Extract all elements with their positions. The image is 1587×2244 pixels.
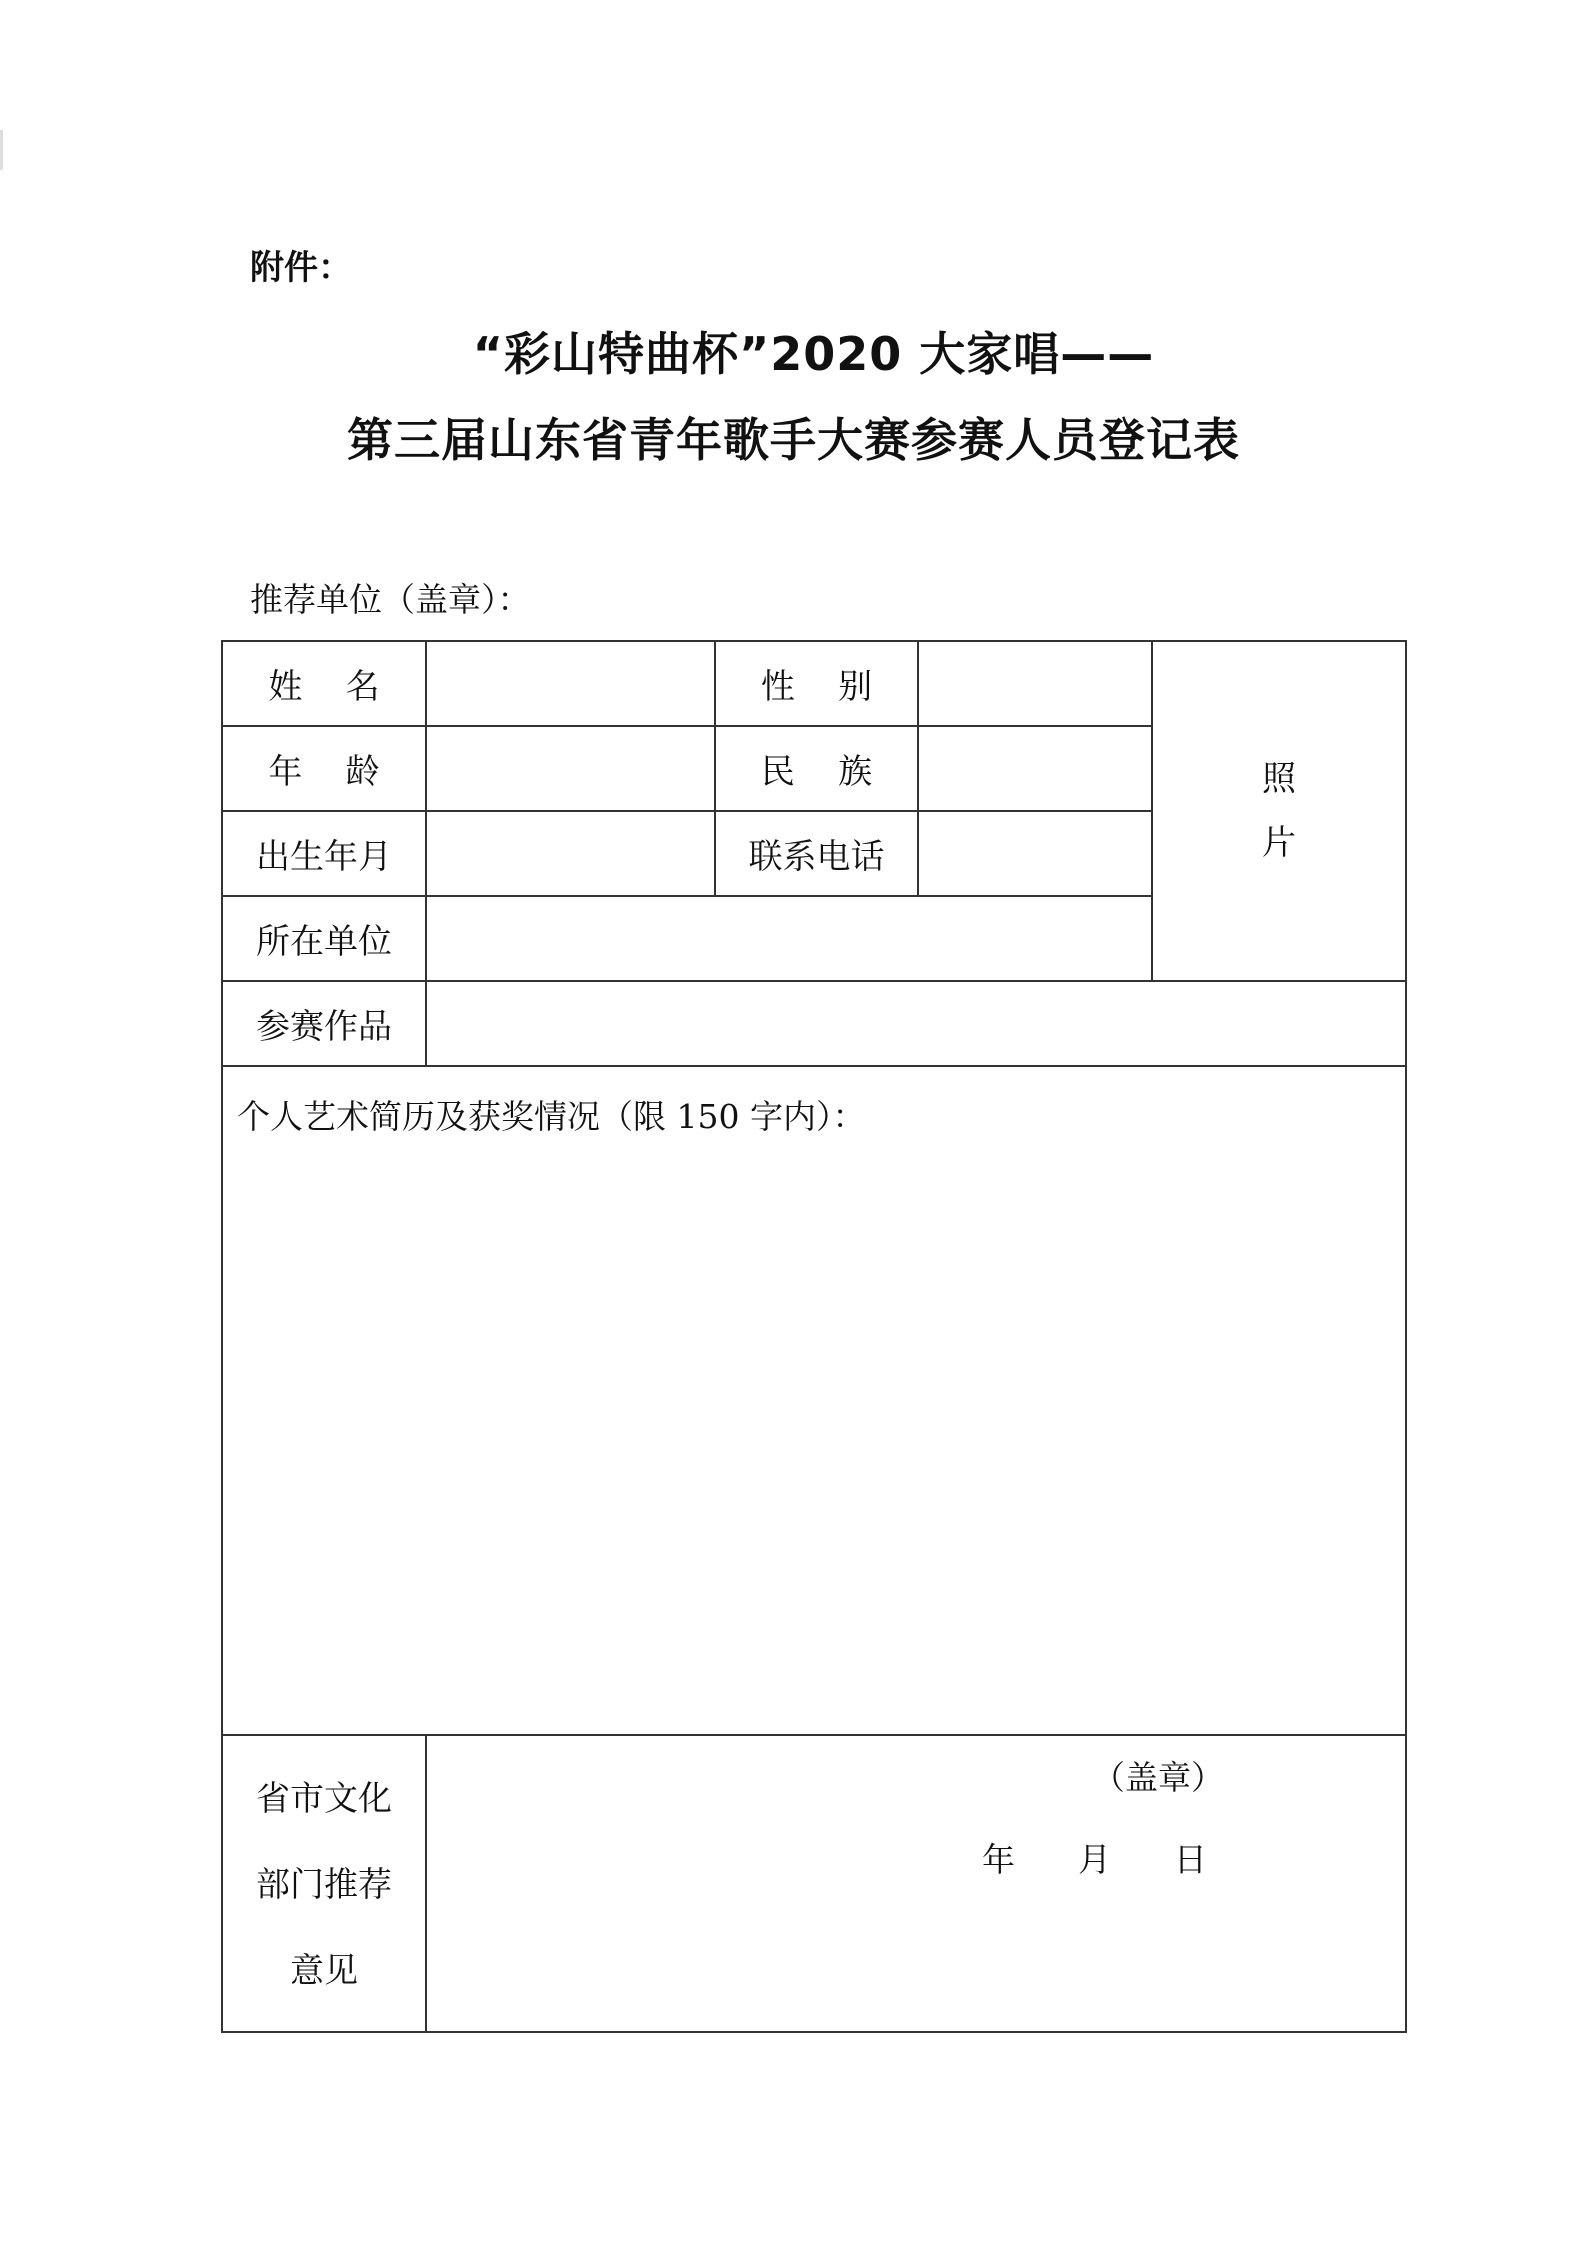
row-name-gender	[222, 641, 1406, 726]
row-bio	[222, 1066, 1406, 1735]
scan-edge-mark	[0, 130, 3, 170]
phone-label-cell	[715, 811, 918, 896]
work-label: 参赛作品	[256, 1007, 392, 1047]
photo-label-line2: 片	[1262, 823, 1296, 863]
registration-form-table	[221, 640, 1407, 2033]
work-field[interactable]	[426, 981, 1406, 1066]
phone-field[interactable]	[918, 811, 1152, 896]
opinion-label-line1: 省市文化	[256, 1778, 392, 1819]
row-work	[222, 981, 1406, 1066]
row-opinion	[222, 1735, 1406, 2032]
bio-field[interactable]	[222, 1066, 1406, 1735]
opinion-label-cell	[222, 1735, 426, 2032]
opinion-label-line2: 部门推荐	[256, 1864, 392, 1905]
birth-label-cell	[222, 811, 426, 896]
gender-field[interactable]	[918, 641, 1152, 726]
photo-cell[interactable]	[1152, 641, 1406, 981]
unit-label-cell	[222, 896, 426, 981]
name-label: 姓 名	[268, 667, 380, 707]
photo-label-line1: 照	[1262, 759, 1296, 799]
unit-label: 所在单位	[256, 922, 392, 962]
recommending-unit-label: 推荐单位（盖章）：	[250, 580, 531, 619]
name-field[interactable]	[426, 641, 715, 726]
gender-label-cell	[715, 641, 918, 726]
opinion-label-line3: 意见	[290, 1950, 358, 1991]
form-title-line1: “彩山特曲杯”2020 大家唱——	[472, 327, 1155, 381]
name-label-cell	[222, 641, 426, 726]
attachment-label: 附件：	[250, 248, 352, 288]
seal-label: （盖章）	[1092, 1758, 1224, 1797]
ethnicity-field[interactable]	[918, 726, 1152, 811]
age-field[interactable]	[426, 726, 715, 811]
date-label: 年 月 日	[982, 1840, 1207, 1879]
form-title-line2: 第三届山东省青年歌手大赛参赛人员登记表	[347, 413, 1240, 467]
work-label-cell	[222, 981, 426, 1066]
opinion-field[interactable]	[426, 1735, 1406, 2032]
age-label-cell	[222, 726, 426, 811]
birth-field[interactable]	[426, 811, 715, 896]
age-label: 年 龄	[268, 752, 380, 792]
phone-label: 联系电话	[748, 837, 885, 877]
gender-label: 性 别	[760, 667, 873, 707]
bio-label: 个人艺术简历及获奖情况（限 150 字内）：	[237, 1097, 866, 1136]
ethnicity-label: 民 族	[760, 752, 873, 792]
unit-field[interactable]	[426, 896, 1152, 981]
ethnicity-label-cell	[715, 726, 918, 811]
birth-label: 出生年月	[256, 837, 392, 877]
